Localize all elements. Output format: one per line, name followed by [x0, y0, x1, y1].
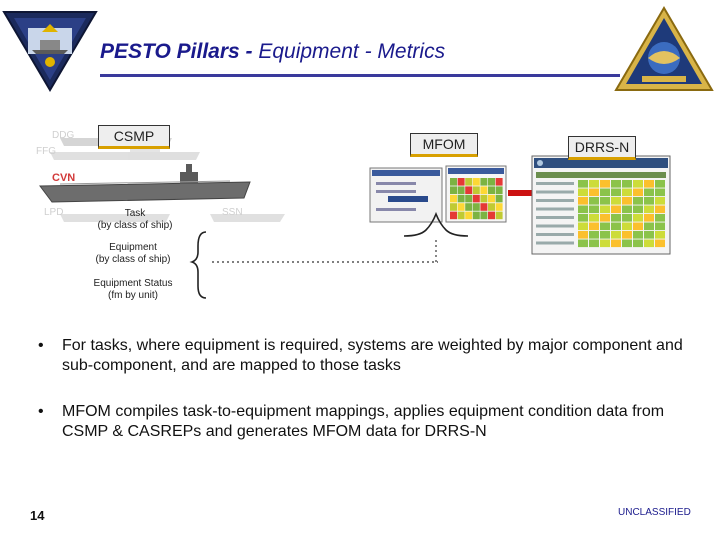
bullet-list: [38, 336, 698, 442]
left-brace: [192, 232, 206, 298]
ship-label-ffg: FFG: [36, 146, 56, 157]
mfom-screenshot-grid: [446, 166, 506, 222]
mfom-screenshot-list: [370, 168, 442, 222]
ship-label-lpd: LPD: [44, 207, 64, 218]
drrs-screenshot: [532, 156, 670, 254]
classification-marking: UNCLASSIFIED: [618, 507, 691, 518]
ship-label-ddg: DDG: [52, 130, 75, 141]
ship-label-ssn: SSN: [222, 207, 243, 218]
bullet-dot-icon: •: [38, 337, 44, 354]
drrs-n-tag: DRRS-N: [568, 136, 636, 160]
bullet-item: [38, 336, 698, 376]
bullet-text: For tasks, where equipment is required, systems are weighted by major component and sub-component, and are mapped to those tasks: [62, 337, 683, 374]
flow-label-task: Task (by class of ship): [97, 208, 173, 231]
flow-label-equipment-status: Equipment Status (fm by unit): [93, 278, 173, 301]
bullet-item: [38, 402, 698, 442]
ship-label-cvn: CVN: [52, 172, 76, 184]
flow-label-equipment: Equipment (by class of ship): [95, 242, 171, 265]
mfom-tag: MFOM: [410, 133, 478, 157]
csmp-tag: CSMP: [98, 125, 170, 149]
bullet-text: MFOM compiles task-to-equipment mappings, applies equipment condition data from CSMP & CASREPs and generates MFOM data for DRRS-N: [62, 403, 665, 440]
bullet-dot-icon: •: [38, 403, 44, 420]
page-number: 14: [30, 508, 45, 523]
title-rest: Equipment - Metrics: [252, 40, 446, 63]
title-strong: PESTO Pillars -: [100, 40, 253, 63]
